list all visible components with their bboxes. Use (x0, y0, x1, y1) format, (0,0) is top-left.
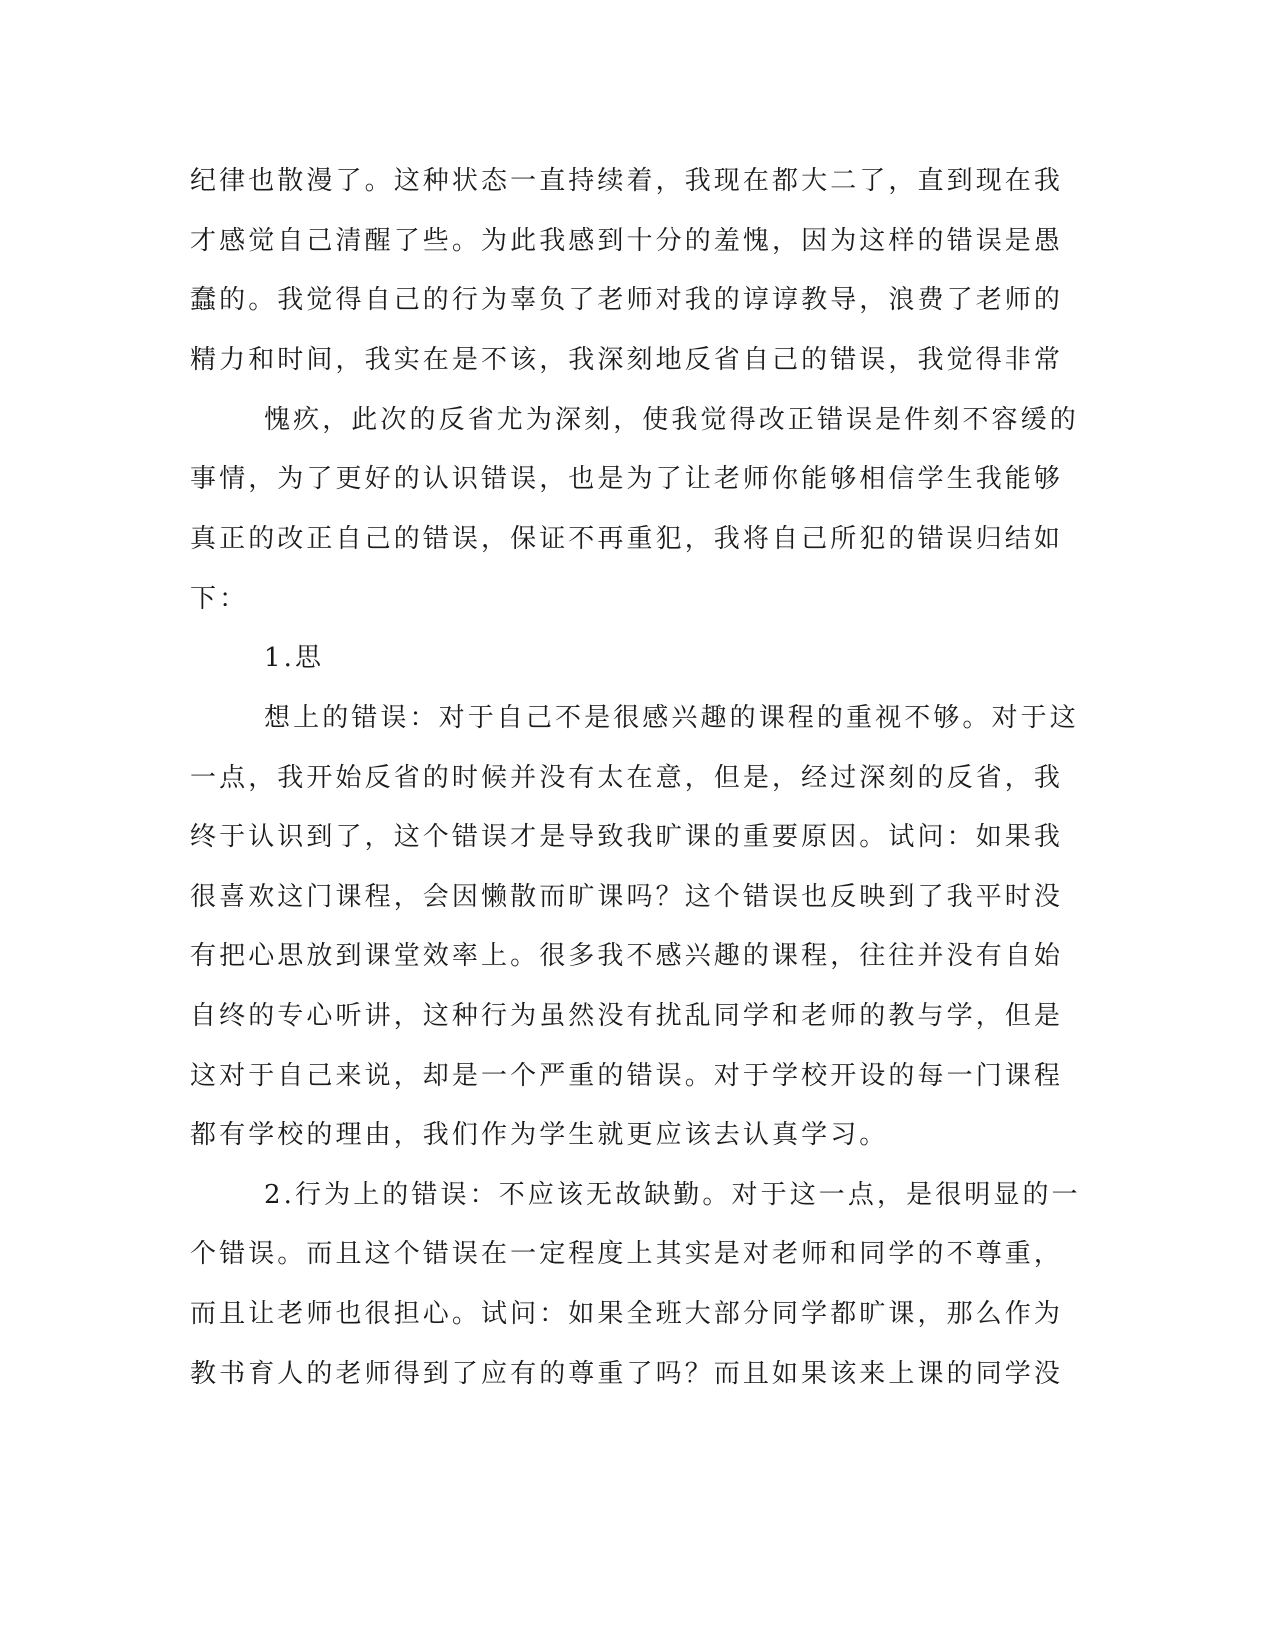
text-line: 而且让老师也很担心。试问：如果全班大部分同学都旷课，那么作为 (190, 1299, 1064, 1329)
text-line: 蠢的。我觉得自己的行为辜负了老师对我的谆谆教导，浪费了老师的 (190, 285, 1064, 315)
text-line: 一点，我开始反省的时候并没有太在意，但是，经过深刻的反省，我 (190, 763, 1064, 793)
text-line: 有把心思放到课堂效率上。很多我不感兴趣的课程，往往并没有自始 (190, 941, 1064, 971)
text-line: 这对于自己来说，却是一个严重的错误。对于学校开设的每一门课程 (190, 1061, 1064, 1091)
text-line: 纪律也散漫了。这种状态一直持续着，我现在都大二了，直到现在我 (190, 166, 1064, 196)
text-line: 很喜欢这门课程，会因懒散而旷课吗？这个错误也反映到了我平时没 (190, 882, 1064, 912)
text-line: 终于认识到了，这个错误才是导致我旷课的重要原因。试问：如果我 (190, 822, 1064, 852)
text-line: 个错误。而且这个错误在一定程度上其实是对老师和同学的不尊重， (190, 1239, 1064, 1269)
text-line: 1.思 (264, 643, 325, 673)
text-line: 愧疚，此次的反省尤为深刻，使我觉得改正错误是件刻不容缓的 (264, 405, 1079, 435)
text-line: 都有学校的理由，我们作为学生就更应该去认真学习。 (190, 1120, 889, 1150)
text-line: 下： (190, 584, 249, 614)
text-line: 真正的改正自己的错误，保证不再重犯，我将自己所犯的错误归结如 (190, 524, 1064, 554)
text-line: 教书育人的老师得到了应有的尊重了吗？而且如果该来上课的同学没 (190, 1359, 1064, 1389)
text-line: 事情，为了更好的认识错误，也是为了让老师你能够相信学生我能够 (190, 464, 1064, 494)
text-line: 精力和时间，我实在是不该，我深刻地反省自己的错误，我觉得非常 (190, 345, 1064, 375)
text-line: 才感觉自己清醒了些。为此我感到十分的羞愧，因为这样的错误是愚 (190, 226, 1064, 256)
text-line: 自终的专心听讲，这种行为虽然没有扰乱同学和老师的教与学，但是 (190, 1001, 1064, 1031)
text-line: 想上的错误：对于自己不是很感兴趣的课程的重视不够。对于这 (264, 703, 1079, 733)
text-line: 2.行为上的错误：不应该无故缺勤。对于这一点，是很明显的一 (264, 1180, 1081, 1210)
